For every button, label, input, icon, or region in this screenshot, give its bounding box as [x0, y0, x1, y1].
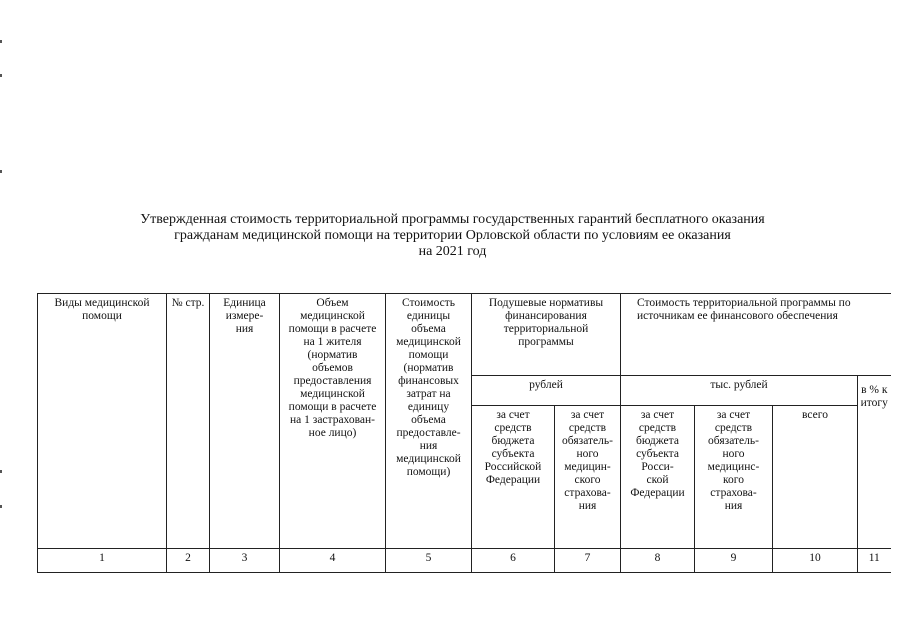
header-rubles: рублей [472, 376, 621, 406]
header-percent-of-total: в % к итогу [858, 376, 891, 549]
column-number: 11 [858, 549, 891, 573]
header-line-number: № стр. [167, 294, 210, 549]
scan-edge-mark [0, 170, 2, 173]
header-thousand-rubles: тыс. рублей [621, 376, 858, 406]
header-medical-care-types: Виды медицинской помощи [38, 294, 167, 549]
header-unit-cost: Стоимость единицы объема медицинской помощи (норматив финансовых затрат на единицу объема предоставле- ния медицинской помощи) [386, 294, 472, 549]
header-total: всего [773, 406, 858, 549]
title-line-3: на 2021 год [418, 244, 487, 259]
header-program-cost-by-source: Стоимость территориальной программы по источникам ее финансового обеспечения [621, 294, 891, 376]
column-number: 2 [167, 549, 210, 573]
column-number: 10 [773, 549, 858, 573]
scan-edge-mark [0, 470, 2, 473]
column-number: 4 [280, 549, 386, 573]
scan-edge-mark [0, 74, 2, 77]
header-regional-budget-rub: за счет средств бюджета субъекта Российской Федерации [472, 406, 555, 549]
column-number: 5 [386, 549, 472, 573]
header-unit: Единица измере- ния [210, 294, 280, 549]
column-number: 6 [472, 549, 555, 573]
document-title [0, 212, 905, 260]
header-oms-thous: за счет средств обязатель- ного медицинс- кого страхова- ния [695, 406, 773, 549]
column-number: 9 [695, 549, 773, 573]
column-number: 7 [555, 549, 621, 573]
column-number: 3 [210, 549, 280, 573]
header-per-capita-standards: Подушевые нормативы финансирования территориальной программы [472, 294, 621, 376]
title-line-1: Утвержденная стоимость территориальной программы государственных гарантий бесплатного оказания [140, 212, 765, 227]
header-volume-per-resident: Объем медицинской помощи в расчете на 1 жителя (норматив объемов предоставления медицинской помощи в расчете на 1 застрахован- ное лицо) [280, 294, 386, 549]
title-line-2: гражданам медицинской помощи на территории Орловской области по условиям ее оказания [174, 228, 731, 243]
header-oms-rub: за счет средств обязатель- ного медицин- ского страхова- ния [555, 406, 621, 549]
scan-edge-mark [0, 505, 2, 508]
column-number: 1 [38, 549, 167, 573]
cost-table [37, 293, 891, 573]
header-regional-budget-thous: за счет средств бюджета субъекта Росси- ской Федерации [621, 406, 695, 549]
column-number: 8 [621, 549, 695, 573]
scan-edge-mark [0, 40, 2, 43]
